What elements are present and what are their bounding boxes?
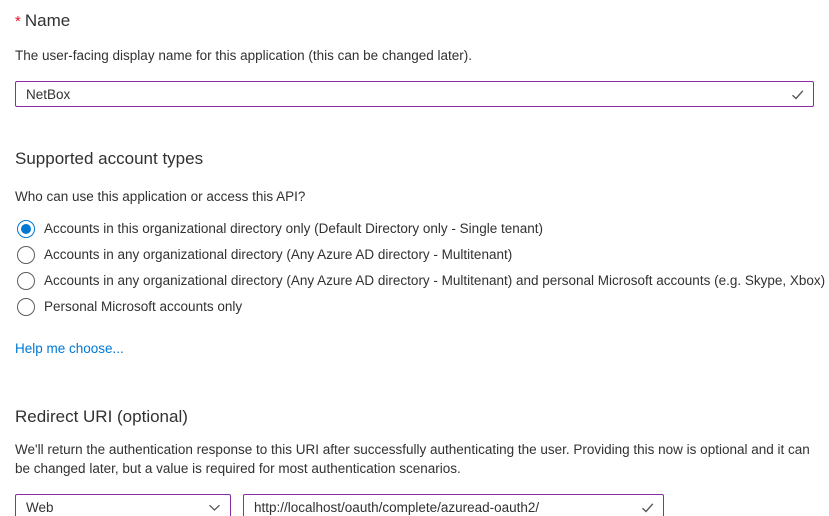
name-field xyxy=(15,81,814,107)
name-input[interactable] xyxy=(26,87,790,102)
checkmark-icon xyxy=(790,87,805,102)
chevron-down-icon xyxy=(207,500,222,515)
radio-option-single-tenant[interactable] xyxy=(15,216,814,242)
radio-button-icon xyxy=(17,220,35,238)
account-types-heading: Supported account types xyxy=(15,149,204,168)
account-types-radio-group xyxy=(15,216,826,320)
redirect-uri-field xyxy=(243,494,664,516)
checkmark-icon xyxy=(640,500,655,515)
platform-selected-value: Web xyxy=(26,500,54,515)
radio-button-icon xyxy=(17,298,35,316)
radio-option-label: Personal Microsoft accounts only xyxy=(44,299,243,314)
redirect-uri-description: We'll return the authentication response to this URI after successfully authenticating the user. Providing this now is optional and it can be changed later, but a value is required for most authentication scenarios. xyxy=(15,442,810,476)
radio-option-multitenant-personal[interactable] xyxy=(15,268,826,294)
name-section-heading xyxy=(15,0,814,31)
help-me-choose-link[interactable]: Help me choose... xyxy=(15,341,124,356)
redirect-uri-input[interactable] xyxy=(254,500,640,515)
radio-button-icon xyxy=(17,246,35,264)
radio-option-personal-only[interactable] xyxy=(15,294,814,320)
redirect-uri-controls xyxy=(15,494,814,516)
required-asterisk: * xyxy=(15,13,21,30)
radio-option-label: Accounts in any organizational directory (Any Azure AD directory - Multitenant) and personal Microsoft accounts (e.g. Skype, Xbox) xyxy=(44,273,826,288)
redirect-uri-heading: Redirect URI (optional) xyxy=(15,407,188,426)
platform-select-dropdown[interactable] xyxy=(15,494,231,516)
radio-button-icon xyxy=(17,272,35,290)
radio-option-label: Accounts in this organizational directory only (Default Directory only - Single tenant) xyxy=(44,221,543,236)
account-types-question: Who can use this application or access this API? xyxy=(15,189,306,204)
radio-option-label: Accounts in any organizational directory (Any Azure AD directory - Multitenant) xyxy=(44,247,513,262)
name-label: Name xyxy=(24,11,71,30)
name-description: The user-facing display name for this application (this can be changed later). xyxy=(15,48,472,63)
radio-option-multitenant[interactable] xyxy=(15,242,814,268)
